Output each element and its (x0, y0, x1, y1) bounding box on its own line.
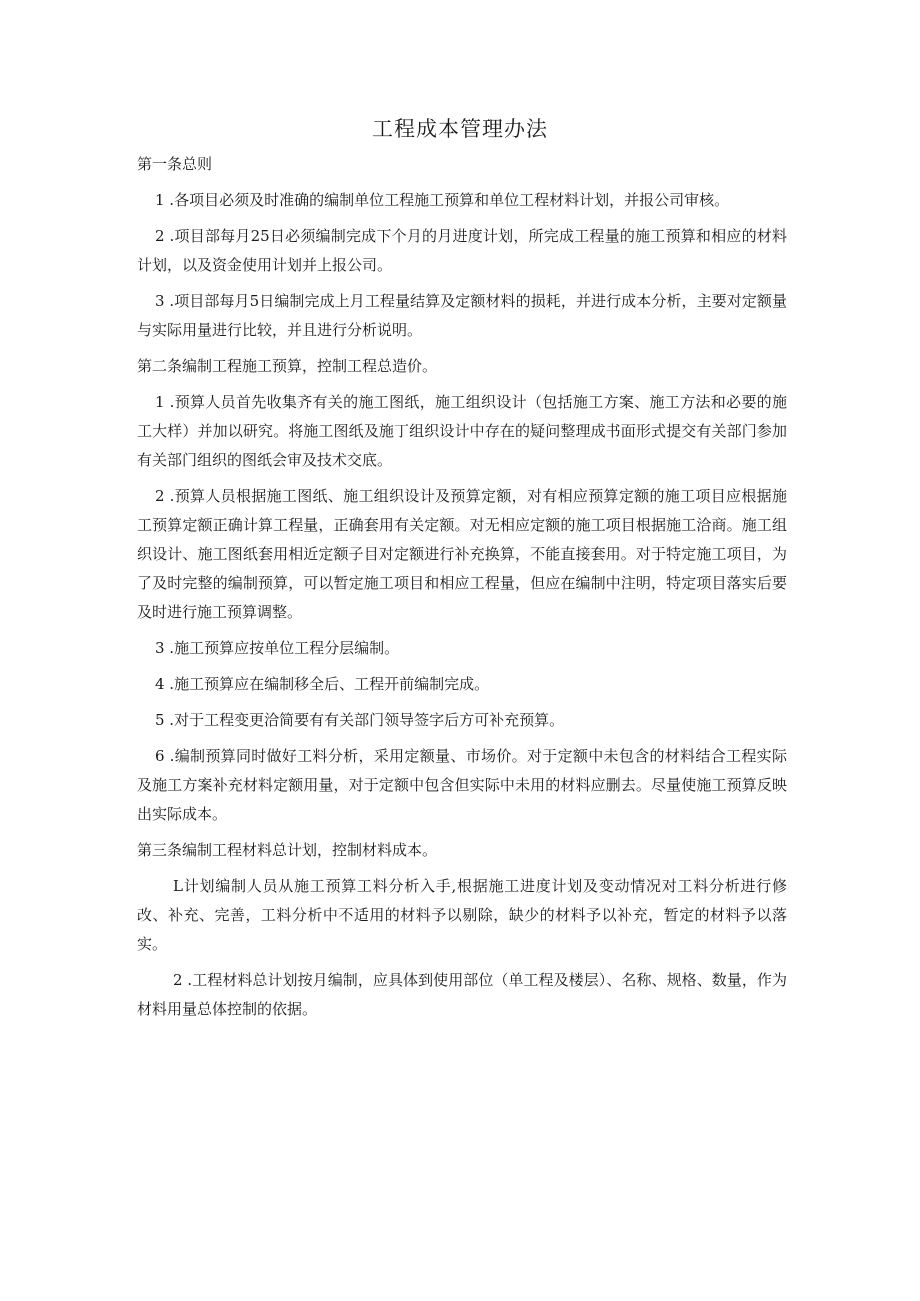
article-3-item-1: L计划编制人员从施工预算工料分析入手,根据施工进度计划及变动情况对工料分析进行修改、补充、完善，工料分析中不适用的材料予以剔除，缺少的材料予以补充，暂定的材料予以落实。 (137, 877, 787, 953)
article-1-item-3: 3 .项目部每月5日编制完成上月工程量结算及定额材料的损耗，并进行成本分析，主要对定额量与实际用量进行比较，并且进行分析说明。 (137, 292, 787, 339)
article-2-heading: 第二条编制工程施工预算，控制工程总造价。 (137, 357, 438, 375)
document-body (137, 150, 787, 1031)
article-2-item-6: 6 .编制预算同时做好工料分析，采用定额量、市场价。对于定额中未包含的材料结合工程实际及施工方案补充材料定额用量，对于定额中包含但实际中未用的材料应删去。尽量使施工预算反映出实际成本。 (137, 747, 787, 823)
article-1-item-2: 2 .项目部每月25日必须编制完成下个月的月进度计划，所完成工程量的施工预算和相应的材料计划，以及资金使用计划并上报公司。 (137, 227, 787, 274)
article-2-item-1: 1 .预算人员首先收集齐有关的施工图纸，施工组织设计（包括施工方案、施工方法和必要的施工大样）并加以研究。将施工图纸及施丁组织设计中存在的疑问整理成书面形式提交有关部门参加有关部门组织的图纸会审及技术交底。 (137, 393, 787, 469)
article-1-item-1: 1 .各项目必须及时准确的编制单位工程施工预算和单位工程材料计划，并报公司审核。 (155, 191, 730, 209)
article-2-item-4: 4 .施工预算应在编制移全后、工程开前编制完成。 (155, 675, 490, 693)
article-3-heading: 第三条编制工程材料总计划，控制材料成本。 (137, 841, 438, 859)
article-2-item-5: 5 .对于工程变更洽简要有有关部门领导签字后方可补充预算。 (155, 711, 565, 729)
article-2-item-3: 3 .施工预算应按单位工程分层编制。 (155, 639, 400, 657)
document-title: 工程成本管理办法 (372, 117, 548, 141)
article-1-heading: 第一条总则 (137, 155, 213, 173)
article-2-item-2: 2 .预算人员根据施工图纸、施工组织设计及预算定额，对有相应预算定额的施工项目应根据施工预算定额正确计算工程量，正确套用有关定额。对无相应定额的施工项目根据施工洽商。施工组织设计、施工图纸套用相近定额子目对定额进行补充换算，不能直接套用。对于特定施工项目，为了及时完整的编制预算，可以暂定施工项目和相应工程量，但应在编制中注明，特定项目落实后要及时进行施工预算调整。 (137, 487, 787, 621)
article-3-item-2: 2 .工程材料总计划按月编制，应具体到使用部位（单工程及楼层）、名称、规格、数量，作为材料用量总体控制的依据。 (137, 971, 787, 1018)
